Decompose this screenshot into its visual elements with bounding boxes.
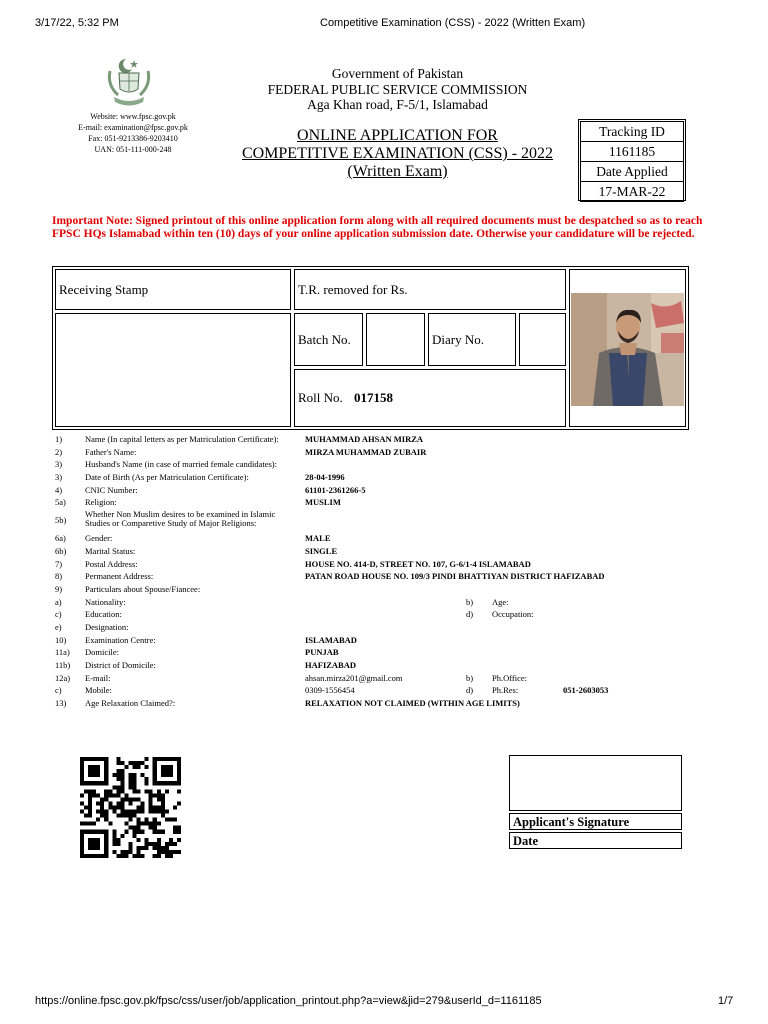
receiving-stamp-label: Receiving Stamp	[59, 282, 149, 297]
tracking-id-value: 1161185	[581, 142, 683, 162]
title-line-3: (Written Exam)	[347, 163, 448, 180]
batch-no-cell	[294, 313, 363, 366]
detail-row: 10) Examination Centre: ISLAMABAD	[55, 634, 357, 645]
detail-row: 8) Permanent Address: PATAN ROAD HOUSE NO. 109/3 PINDI BHATTIYAN DISTRICT HAFIZABAD	[55, 571, 605, 582]
detail-row: 6b) Marital Status: SINGLE	[55, 545, 338, 556]
detail-row: 9) Particulars about Spouse/Fiancee:	[55, 583, 201, 594]
address-heading: Aga Khan road, F-5/1, Islamabad	[307, 97, 488, 112]
website-text: Website: www.fpsc.gov.pk	[90, 112, 176, 121]
roll-no-cell	[294, 369, 566, 427]
print-datetime: 3/17/22, 5:32 PM	[35, 17, 119, 29]
detail-row: 13) Age Relaxation Claimed?: RELAXATION NOT CLAIMED (WITHIN AGE LIMITS)	[55, 698, 520, 709]
tracking-box	[578, 119, 686, 201]
detail-row: 2) Father's Name: MIRZA MUHAMMAD ZUBAIR	[55, 446, 427, 457]
detail-row: 3) Husband's Name (in case of married female candidates):	[55, 459, 277, 470]
signature-box	[509, 755, 684, 853]
detail-row: 1) Name (In capital letters as per Matriculation Certificate): MUHAMMAD AHSAN MIRZA	[55, 434, 424, 444]
receiving-stamp-cell	[55, 269, 291, 310]
print-title: Competitive Examination (CSS) - 2022 (Written Exam)	[320, 17, 586, 29]
detail-row: c) Education: d) Occupation:	[55, 609, 534, 620]
signature-area	[509, 755, 682, 811]
diary-no-label: Diary No.	[432, 332, 484, 347]
detail-row: 11a) Domicile: PUNJAB	[55, 647, 339, 658]
qr-code-icon	[80, 757, 181, 858]
fax-text: Fax: 051-9213386-9203410	[88, 134, 178, 143]
detail-row: 11b) District of Domicile: HAFIZABAD	[55, 660, 357, 670]
batch-no-value	[366, 313, 425, 366]
tr-removed-label: T.R. removed for Rs.	[298, 282, 408, 297]
detail-row: 3) Date of Birth (As per Matriculation Certificate): 28-04-1996	[55, 472, 345, 483]
detail-row: e) Designation:	[55, 621, 129, 632]
commission-heading: FEDERAL PUBLIC SERVICE COMMISSION	[267, 81, 528, 97]
uan-text: UAN: 051-111-000-248	[94, 145, 172, 154]
email-text: E-mail: examination@fpsc.gov.pk	[78, 123, 188, 132]
applicant-photo	[571, 293, 684, 406]
print-url: https://online.fpsc.gov.pk/fpsc/css/user/job/application_printout.php?a=view&jid=279&userId_d=1161185	[35, 995, 542, 1007]
batch-no-label: Batch No.	[298, 332, 351, 347]
detail-row: 12a) E-mail: ahsan.mirza201@gmail.com b) Ph.Office:	[55, 672, 528, 683]
applicant-signature-label: Applicant's Signature	[509, 813, 682, 830]
diary-no-cell	[428, 313, 516, 366]
detail-row: a) Nationality: b) Age:	[55, 596, 509, 607]
date-applied-value: 17-MAR-22	[598, 184, 666, 199]
detail-row: 6a) Gender: MALE	[55, 533, 331, 544]
roll-no-label: Roll No.	[298, 390, 343, 405]
gov-heading: Government of Pakistan	[331, 66, 464, 81]
stamp-area	[55, 313, 291, 427]
date-applied-label: Date Applied	[581, 162, 683, 182]
detail-row: 4) CNIC Number: 61101-2361266-5	[55, 484, 366, 495]
print-page-number: 1/7	[718, 995, 734, 1007]
roll-no-value: 017158	[354, 390, 394, 405]
tracking-id-label: Tracking ID	[581, 122, 683, 142]
detail-row: 5a) Religion: MUSLIM	[55, 497, 341, 508]
important-note: Important Note: Signed printout of this online application form along with all required documents must be despatched so as to reach FPSC HQs Islamabad within ten (10) days of your online application submission date. Otherwise your candidature will be rejected.	[52, 215, 703, 240]
state-emblem-icon	[104, 55, 154, 107]
title-line-1: ONLINE APPLICATION FOR	[297, 127, 498, 144]
signature-date-label: Date	[509, 832, 682, 849]
details-table	[55, 433, 695, 710]
detail-row: 7) Postal Address: HOUSE NO. 414-D, STREET NO. 107, G-6/1-4 ISLAMABAD	[55, 558, 531, 569]
diary-no-value	[519, 313, 566, 366]
detail-row: c) Mobile: 0309-1556454 d) Ph.Res: 051-2603053	[55, 685, 609, 696]
detail-row: 5b) Whether Non Muslim desires to be examined in Islamic Studies or Comparetive Study of Major Religions:	[55, 509, 276, 529]
title-line-2: COMPETITIVE EXAMINATION (CSS) - 2022	[241, 145, 554, 162]
tr-removed-cell	[294, 269, 566, 310]
